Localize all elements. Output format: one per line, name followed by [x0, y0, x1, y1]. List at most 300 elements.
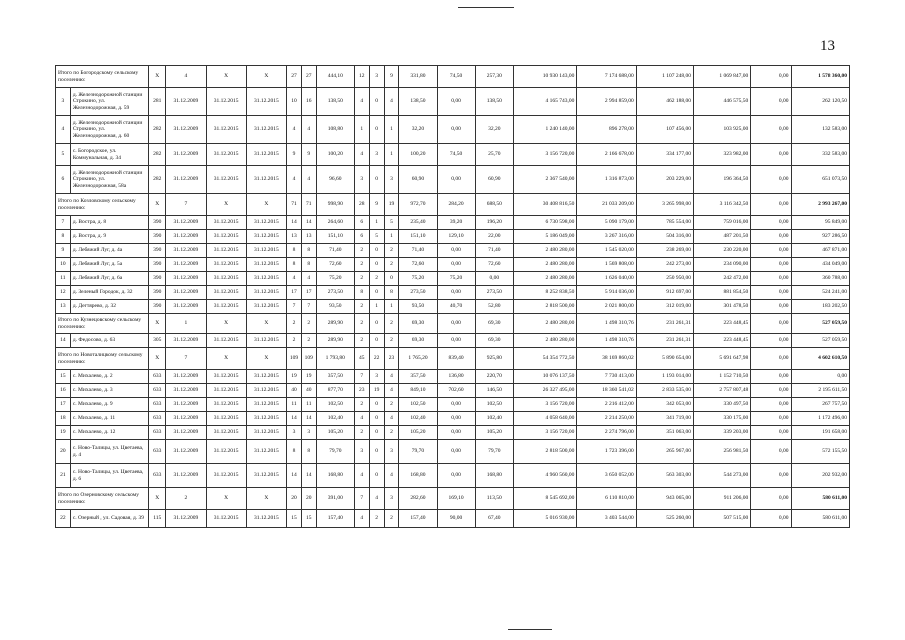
- table-cell: 5 090 179,00: [577, 216, 636, 230]
- subtotal-cell: 7: [354, 488, 369, 510]
- subtotal-cell: 12: [354, 66, 369, 88]
- table-row: [56, 258, 850, 272]
- subtotal-cell: 282,60: [399, 488, 437, 510]
- subtotal-cell: 972,70: [399, 194, 437, 216]
- table-cell: 138,50: [316, 88, 354, 116]
- table-cell: 250 950,00: [636, 272, 693, 286]
- table-cell: 31.12.2015: [206, 412, 246, 426]
- table-cell: 0,00: [751, 370, 791, 384]
- row-number: 8: [56, 230, 71, 244]
- table-row: [56, 272, 850, 286]
- table-cell: 93,50: [399, 300, 437, 314]
- subtotal-cell: 23: [384, 348, 399, 370]
- subtotal-cell: 391,00: [316, 488, 354, 510]
- table-cell: 0,00: [751, 166, 791, 194]
- table-cell: 235,40: [399, 216, 437, 230]
- table-cell: 32,20: [475, 116, 513, 144]
- subtotal-cell: 1 578 360,00: [791, 66, 849, 88]
- subtotal-cell: 3 265 998,00: [636, 194, 693, 216]
- table-cell: 4: [287, 166, 302, 194]
- table-cell: 79,70: [399, 440, 437, 464]
- table-cell: 2: [354, 244, 369, 258]
- table-cell: 0,00: [751, 464, 791, 488]
- subtotal-cell: 1 793,80: [316, 348, 354, 370]
- table-cell: 31.12.2015: [246, 384, 286, 398]
- address-cell: д. Железнодорожной станции Строкино, ул. Железнодорожная, 58а: [70, 166, 148, 194]
- table-cell: 2 818 500,00: [513, 300, 577, 314]
- table-cell: 390: [149, 286, 166, 300]
- table-cell: 31.12.2015: [246, 216, 286, 230]
- table-cell: 1 498 310,76: [577, 334, 636, 348]
- table-cell: 1 723 396,00: [577, 440, 636, 464]
- table-cell: 69,30: [399, 334, 437, 348]
- table-cell: 230 220,00: [694, 244, 751, 258]
- table-cell: 129,10: [437, 230, 475, 244]
- table-cell: 330 175,00: [694, 412, 751, 426]
- subtotal-cell: Х: [246, 488, 286, 510]
- table-cell: 31.12.2009: [166, 300, 206, 314]
- table-cell: 31.12.2015: [206, 398, 246, 412]
- subtotal-cell: 109: [287, 348, 302, 370]
- subtotal-cell: 0: [369, 314, 384, 334]
- table-cell: 102,40: [475, 412, 513, 426]
- table-cell: 72,60: [399, 258, 437, 272]
- table-cell: 0,00: [475, 272, 513, 286]
- table-cell: 1: [384, 230, 399, 244]
- table-row: [56, 510, 850, 528]
- subtotal-label: Итого по Богородскому сельскому поселению:: [56, 66, 149, 88]
- subtotal-cell: 839,40: [437, 348, 475, 370]
- subtotal-cell: 284,20: [437, 194, 475, 216]
- table-cell: 544 273,00: [694, 464, 751, 488]
- table-cell: 102,40: [316, 412, 354, 426]
- address-cell: д. Лебяжий Луг, д. 5а: [70, 258, 148, 272]
- table-cell: 0: [369, 426, 384, 440]
- row-number: 18: [56, 412, 71, 426]
- table-cell: 40: [301, 384, 316, 398]
- table-cell: 572 155,50: [791, 440, 849, 464]
- table-cell: 23: [354, 384, 369, 398]
- row-number: 19: [56, 426, 71, 440]
- table-cell: 14: [301, 216, 316, 230]
- table-cell: 2: [354, 426, 369, 440]
- subtotal-cell: Х: [149, 488, 166, 510]
- subtotal-cell: 38 169 860,02: [577, 348, 636, 370]
- subtotal-cell: 0,00: [751, 314, 791, 334]
- table-cell: 877,70: [316, 384, 354, 398]
- row-number: 15: [56, 370, 71, 384]
- subtotal-cell: 1 765,20: [399, 348, 437, 370]
- table-cell: 31.12.2009: [166, 258, 206, 272]
- table-cell: 4 058 640,00: [513, 412, 577, 426]
- table-cell: 524 241,00: [791, 286, 849, 300]
- table-cell: 0,00: [437, 244, 475, 258]
- table-cell: 360 788,00: [791, 272, 849, 286]
- address-cell: с. Михалево, д. 9: [70, 398, 148, 412]
- table-cell: 2: [384, 398, 399, 412]
- table-row: [56, 370, 850, 384]
- table-cell: 0,00: [751, 230, 791, 244]
- table-row: [56, 166, 850, 194]
- table-cell: 1 193 014,00: [636, 370, 693, 384]
- table-cell: 31.12.2009: [166, 166, 206, 194]
- subtotal-cell: 28: [354, 194, 369, 216]
- table-cell: 0,00: [751, 244, 791, 258]
- table-cell: 5 016 930,00: [513, 510, 577, 528]
- table-cell: 3 156 720,00: [513, 144, 577, 166]
- table-cell: 220,70: [475, 370, 513, 384]
- address-cell: д. Зеленый Городок, д. 32: [70, 286, 148, 300]
- table-cell: 3 267 316,00: [577, 230, 636, 244]
- table-cell: 390: [149, 272, 166, 286]
- table-cell: 75,20: [316, 272, 354, 286]
- table-cell: 102,40: [399, 412, 437, 426]
- address-cell: д. Дегтярево, д. 32: [70, 300, 148, 314]
- table-cell: 75,20: [399, 272, 437, 286]
- address-cell: д. Вострa, д. 8: [70, 216, 148, 230]
- table-cell: 282: [149, 144, 166, 166]
- table-cell: 11: [301, 398, 316, 412]
- table-cell: 71,40: [399, 244, 437, 258]
- table-cell: 1: [384, 300, 399, 314]
- subtotal-cell: 71: [287, 194, 302, 216]
- subtotal-cell: 27: [287, 66, 302, 88]
- table-cell: 6: [354, 230, 369, 244]
- table-cell: 242 273,00: [636, 258, 693, 272]
- subtotal-cell: 109: [301, 348, 316, 370]
- table-cell: 93,50: [316, 300, 354, 314]
- subtotal-cell: 113,50: [475, 488, 513, 510]
- subtotal-cell: 2 993 267,00: [791, 194, 849, 216]
- table-cell: 0: [369, 464, 384, 488]
- table-cell: 60,90: [399, 166, 437, 194]
- table-cell: 102,50: [399, 398, 437, 412]
- table-cell: 0,00: [751, 216, 791, 230]
- table-cell: 31.12.2009: [166, 370, 206, 384]
- table-cell: 265 967,00: [636, 440, 693, 464]
- table-cell: 0,00: [791, 370, 849, 384]
- table-row: [56, 88, 850, 116]
- table-cell: 157,40: [316, 510, 354, 528]
- table-cell: 633: [149, 370, 166, 384]
- subtotal-cell: 0,00: [751, 348, 791, 370]
- table-cell: 1: [354, 116, 369, 144]
- table-cell: 31.12.2009: [166, 286, 206, 300]
- table-cell: 136,80: [437, 370, 475, 384]
- table-cell: 13: [301, 230, 316, 244]
- table-cell: 31.12.2015: [246, 144, 286, 166]
- table-cell: 31.12.2015: [246, 244, 286, 258]
- table-cell: 31.12.2009: [166, 272, 206, 286]
- table-cell: 138,50: [399, 88, 437, 116]
- subtotal-cell: Х: [206, 194, 246, 216]
- subtotal-cell: 54 354 772,50: [513, 348, 577, 370]
- table-cell: 0,00: [751, 398, 791, 412]
- table-cell: 18 360 541,02: [577, 384, 636, 398]
- row-number: 14: [56, 334, 71, 348]
- table-cell: 0,00: [751, 426, 791, 440]
- subtotal-cell: 444,10: [316, 66, 354, 88]
- table-row: [56, 144, 850, 166]
- table-cell: 2 757 807,48: [694, 384, 751, 398]
- table-cell: 8: [384, 286, 399, 300]
- table-cell: 0,00: [751, 384, 791, 398]
- subtotal-cell: 257,30: [475, 66, 513, 88]
- table-cell: 3: [301, 426, 316, 440]
- table-cell: 305: [149, 334, 166, 348]
- table-cell: 4: [354, 144, 369, 166]
- table-cell: 40: [287, 384, 302, 398]
- subtotal-cell: 7 174 688,00: [577, 66, 636, 88]
- table-cell: 351 063,00: [636, 426, 693, 440]
- table-cell: 2: [384, 334, 399, 348]
- table-cell: 6 730 598,00: [513, 216, 577, 230]
- subtotal-cell: 2: [301, 314, 316, 334]
- table-cell: 31.12.2009: [166, 426, 206, 440]
- table-cell: 3: [384, 440, 399, 464]
- table-cell: 3 156 720,00: [513, 426, 577, 440]
- table-row: [56, 230, 850, 244]
- table-cell: 2 818 500,00: [513, 440, 577, 464]
- address-cell: с. Богородское, ул. Коммунальная, д. 34: [70, 144, 148, 166]
- table-row: [56, 398, 850, 412]
- table-row: [56, 300, 850, 314]
- table-cell: 31.12.2009: [166, 384, 206, 398]
- table-cell: 0,00: [751, 272, 791, 286]
- table-cell: 31.12.2015: [206, 510, 246, 528]
- table-cell: 0,00: [751, 144, 791, 166]
- table-cell: 2 480 280,00: [513, 334, 577, 348]
- table-cell: 60,90: [475, 166, 513, 194]
- table-cell: 3: [287, 426, 302, 440]
- table-cell: 525 260,00: [636, 510, 693, 528]
- table-cell: 2: [384, 510, 399, 528]
- table-cell: 31.12.2009: [166, 398, 206, 412]
- table-cell: 168,80: [475, 464, 513, 488]
- row-number: 4: [56, 116, 71, 144]
- table-cell: 3: [354, 166, 369, 194]
- subtotal-cell: 9: [384, 66, 399, 88]
- table-cell: 0,00: [751, 258, 791, 272]
- table-cell: 39,20: [437, 216, 475, 230]
- table-cell: 2 833 535,00: [636, 384, 693, 398]
- table-cell: 31.12.2015: [206, 426, 246, 440]
- table-cell: 0,00: [437, 88, 475, 116]
- subtotal-cell: 7: [166, 194, 206, 216]
- table-cell: 8: [287, 440, 302, 464]
- table-cell: 146,50: [475, 384, 513, 398]
- table-cell: 334 177,00: [636, 144, 693, 166]
- table-cell: 31.12.2015: [246, 230, 286, 244]
- address-cell: д. Федосово, д. 63: [70, 334, 148, 348]
- table-cell: 13: [287, 230, 302, 244]
- table-cell: 2: [301, 334, 316, 348]
- subtotal-cell: 71: [301, 194, 316, 216]
- table-cell: 69,30: [475, 334, 513, 348]
- subtotal-cell: 22: [369, 348, 384, 370]
- table-cell: 0,00: [751, 116, 791, 144]
- table-cell: 31.12.2009: [166, 230, 206, 244]
- subtotal-cell: 943 065,00: [636, 488, 693, 510]
- table-cell: 896 278,00: [577, 116, 636, 144]
- table-cell: 8: [287, 244, 302, 258]
- table-cell: 282: [149, 166, 166, 194]
- table-cell: 273,50: [475, 286, 513, 300]
- subtotal-cell: Х: [149, 314, 166, 334]
- table-cell: 14: [301, 412, 316, 426]
- table-cell: 223 448,45: [694, 334, 751, 348]
- table-cell: 8: [301, 258, 316, 272]
- table-cell: 1 569 808,00: [577, 258, 636, 272]
- subtotal-cell: 223 448,45: [694, 314, 751, 334]
- table-cell: 0: [369, 166, 384, 194]
- row-number: 3: [56, 88, 71, 116]
- table-cell: 151,10: [399, 230, 437, 244]
- subtotal-cell: 4 602 610,50: [791, 348, 849, 370]
- table-cell: 72,60: [316, 258, 354, 272]
- table-cell: 14: [287, 464, 302, 488]
- table-cell: 115: [149, 510, 166, 528]
- table-cell: 31.12.2015: [206, 370, 246, 384]
- table-cell: 31.12.2009: [166, 440, 206, 464]
- table-cell: 4: [287, 116, 302, 144]
- subtotal-cell: 1 107 248,00: [636, 66, 693, 88]
- table-cell: 4: [354, 510, 369, 528]
- subtotal-cell: 925,80: [475, 348, 513, 370]
- subtotal-cell: 580 611,00: [791, 488, 849, 510]
- subtotal-cell: 4: [369, 488, 384, 510]
- table-cell: 390: [149, 244, 166, 258]
- table-cell: 0: [369, 286, 384, 300]
- address-cell: с. Михалево, д. 12: [70, 426, 148, 440]
- table-cell: 31.12.2015: [246, 334, 286, 348]
- table-cell: 2: [354, 398, 369, 412]
- table-cell: 487 201,50: [694, 230, 751, 244]
- subtotal-cell: 4: [166, 66, 206, 88]
- subtotal-cell: Х: [149, 66, 166, 88]
- table-cell: 2: [384, 258, 399, 272]
- table-cell: 19: [369, 384, 384, 398]
- row-number: 21: [56, 464, 71, 488]
- subtotal-cell: 0,00: [751, 66, 791, 88]
- row-number: 17: [56, 398, 71, 412]
- table-cell: 31.12.2015: [206, 272, 246, 286]
- table-cell: 11: [287, 398, 302, 412]
- table-cell: 341 719,00: [636, 412, 693, 426]
- table-cell: 31.12.2009: [166, 88, 206, 116]
- table-cell: 17: [287, 286, 302, 300]
- subtotal-cell: 8 545 692,00: [513, 488, 577, 510]
- table-cell: 262 120,50: [791, 88, 849, 116]
- subtotal-cell: 527 059,50: [791, 314, 849, 334]
- subtotal-cell: 27: [301, 66, 316, 88]
- table-cell: 0,00: [751, 286, 791, 300]
- bottom-rule: [508, 629, 552, 630]
- table-cell: 5: [369, 230, 384, 244]
- table-cell: 19: [287, 370, 302, 384]
- table-cell: 2 216 412,00: [577, 398, 636, 412]
- table-cell: 2 214 250,00: [577, 412, 636, 426]
- subtotal-cell: 3 116 342,50: [694, 194, 751, 216]
- table-cell: 196,20: [475, 216, 513, 230]
- table-cell: 203 229,00: [636, 166, 693, 194]
- table-cell: 108,80: [316, 116, 354, 144]
- table-cell: 157,40: [399, 510, 437, 528]
- table-cell: 633: [149, 440, 166, 464]
- table-cell: 242 472,00: [694, 272, 751, 286]
- table-cell: 31.12.2015: [206, 384, 246, 398]
- subtotal-cell: Х: [149, 348, 166, 370]
- table-cell: 10: [287, 88, 302, 116]
- subtotal-cell: Х: [206, 488, 246, 510]
- address-cell: с. Михалево, д. 11: [70, 412, 148, 426]
- table-cell: 633: [149, 426, 166, 440]
- subtotal-cell: 30 408 816,50: [513, 194, 577, 216]
- address-cell: д. Лебяжий Луг, д. 6а: [70, 272, 148, 286]
- row-number: 22: [56, 510, 71, 528]
- subtotal-cell: 21 033 209,00: [577, 194, 636, 216]
- table-cell: 282: [149, 116, 166, 144]
- table-cell: 5: [384, 216, 399, 230]
- table-cell: 31.12.2009: [166, 412, 206, 426]
- subtotal-cell: 231 261,31: [636, 314, 693, 334]
- subtotal-cell: Х: [206, 314, 246, 334]
- table-cell: 651 073,50: [791, 166, 849, 194]
- table-cell: 2: [354, 300, 369, 314]
- table-cell: 273,50: [316, 286, 354, 300]
- table-cell: 342 053,00: [636, 398, 693, 412]
- subtotal-cell: Х: [149, 194, 166, 216]
- housing-register-table: [55, 65, 850, 528]
- table-cell: 4 960 560,00: [513, 464, 577, 488]
- subtotal-cell: 45: [354, 348, 369, 370]
- table-cell: 0: [369, 412, 384, 426]
- table-cell: 31.12.2015: [206, 166, 246, 194]
- table-cell: 0: [369, 398, 384, 412]
- table-cell: 2 195 611,50: [791, 384, 849, 398]
- table-cell: 151,10: [316, 230, 354, 244]
- address-cell: с. Ново-Талицы, ул. Цветаева, д. 6: [70, 464, 148, 488]
- address-cell: д. Железнодорожной станции Строкино, ул. Железнодорожная, д. 60: [70, 116, 148, 144]
- table-cell: 357,50: [316, 370, 354, 384]
- table-cell: 234 090,00: [694, 258, 751, 272]
- table-cell: 332 583,00: [791, 144, 849, 166]
- subtotal-cell: 0,00: [437, 314, 475, 334]
- table-cell: 8: [287, 258, 302, 272]
- table-cell: 17: [301, 286, 316, 300]
- table-cell: 183 202,50: [791, 300, 849, 314]
- table-cell: 31.12.2015: [246, 166, 286, 194]
- table-cell: 79,70: [475, 440, 513, 464]
- table-cell: 31.12.2015: [246, 116, 286, 144]
- table-row: [56, 464, 850, 488]
- table-cell: 390: [149, 216, 166, 230]
- table-cell: 927 286,50: [791, 230, 849, 244]
- table-cell: 3 403 544,00: [577, 510, 636, 528]
- table-cell: 31.12.2015: [206, 144, 246, 166]
- subtotal-cell: 1: [166, 314, 206, 334]
- table-cell: 281: [149, 88, 166, 116]
- table-cell: 32,20: [399, 116, 437, 144]
- table-cell: 462 188,00: [636, 88, 693, 116]
- table-cell: 31.12.2015: [246, 398, 286, 412]
- table-cell: 0,00: [437, 166, 475, 194]
- table-cell: 2: [354, 334, 369, 348]
- table-cell: 849,10: [399, 384, 437, 398]
- subtotal-cell: Х: [206, 66, 246, 88]
- table-cell: 14: [301, 464, 316, 488]
- table-cell: 9: [301, 144, 316, 166]
